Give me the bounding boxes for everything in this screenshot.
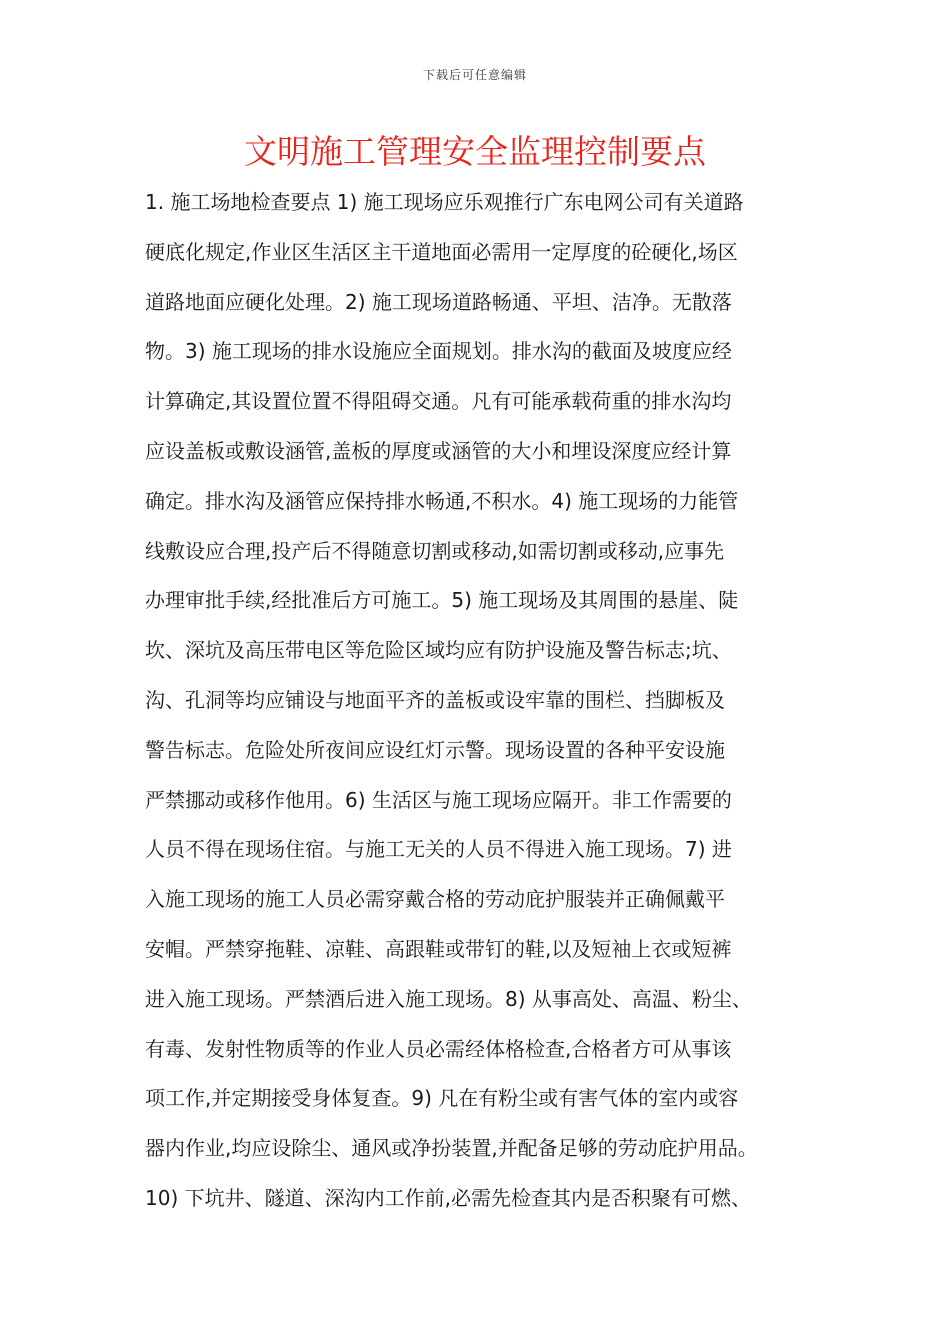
body-line: 警告标志。危险处所夜间应设红灯示警。现场设置的各种平安设施 <box>145 737 725 762</box>
body-line: 入施工现场的施工人员必需穿戴合格的劳动庇护服装并正确佩戴平 <box>145 887 725 912</box>
header-note: 下载后可任意编辑 <box>422 68 527 82</box>
body-line: 线敷设应合理,投产后不得随意切割或移动,如需切割或移动,应事先 <box>145 538 725 563</box>
body-line: 安帽。严禁穿拖鞋、凉鞋、高跟鞋或带钉的鞋,以及短袖上衣或短裤 <box>145 936 732 961</box>
body-line: 办理审批手续,经批准后方可施工。5) 施工现场及其周围的悬崖、陡 <box>145 588 739 613</box>
body-line: 进入施工现场。严禁酒后进入施工现场。8) 从事高处、高温、粉尘、 <box>145 986 752 1011</box>
body-line: 确定。排水沟及涵管应保持排水畅通,不积水。4) 施工现场的力能管 <box>145 488 739 513</box>
body-line: 器内作业,均应设除尘、通风或净扮装置,并配备足够的劳动庇护用品。 <box>145 1136 758 1161</box>
document-title: 文明施工管理安全监理控制要点 <box>244 132 706 171</box>
body-line: 硬底化规定,作业区生活区主干道地面必需用一定厚度的砼硬化,场区 <box>145 239 738 264</box>
body-line: 10) 下坑井、隧道、深沟内工作前,必需先检查其内是否积聚有可燃、 <box>145 1185 751 1210</box>
body-line: 沟、孔洞等均应铺设与地面平齐的盖板或设牢靠的围栏、挡脚板及 <box>145 687 725 712</box>
document-body <box>145 178 809 1224</box>
body-line: 计算确定,其设置位置不得阻碍交通。凡有可能承载荷重的排水沟均 <box>145 389 732 414</box>
body-line: 1. 施工场地检查要点 1) 施工现场应乐观推行广东电网公司有关道路 <box>145 190 744 214</box>
body-line: 物。3) 施工现场的排水设施应全面规划。排水沟的截面及坡度应经 <box>145 339 732 364</box>
body-line: 应设盖板或敷设涵管,盖板的厚度或涵管的大小和埋设深度应经计算 <box>145 438 732 463</box>
body-line: 人员不得在现场住宿。与施工无关的人员不得进入施工现场。7) 进 <box>145 837 732 862</box>
body-line: 道路地面应硬化处理。2) 施工现场道路畅通、平坦、洁净。无散落 <box>145 289 732 314</box>
body-line: 严禁挪动或移作他用。6) 生活区与施工现场应隔开。非工作需要的 <box>145 787 732 812</box>
body-line: 项工作,并定期接受身体复查。9) 凡在有粉尘或有害气体的室内或容 <box>145 1086 739 1111</box>
body-line: 坎、深坑及高压带电区等危险区域均应有防护设施及警告标志;坑、 <box>145 638 732 663</box>
body-line: 有毒、发射性物质等的作业人员必需经体格检查,合格者方可从事该 <box>145 1036 732 1061</box>
